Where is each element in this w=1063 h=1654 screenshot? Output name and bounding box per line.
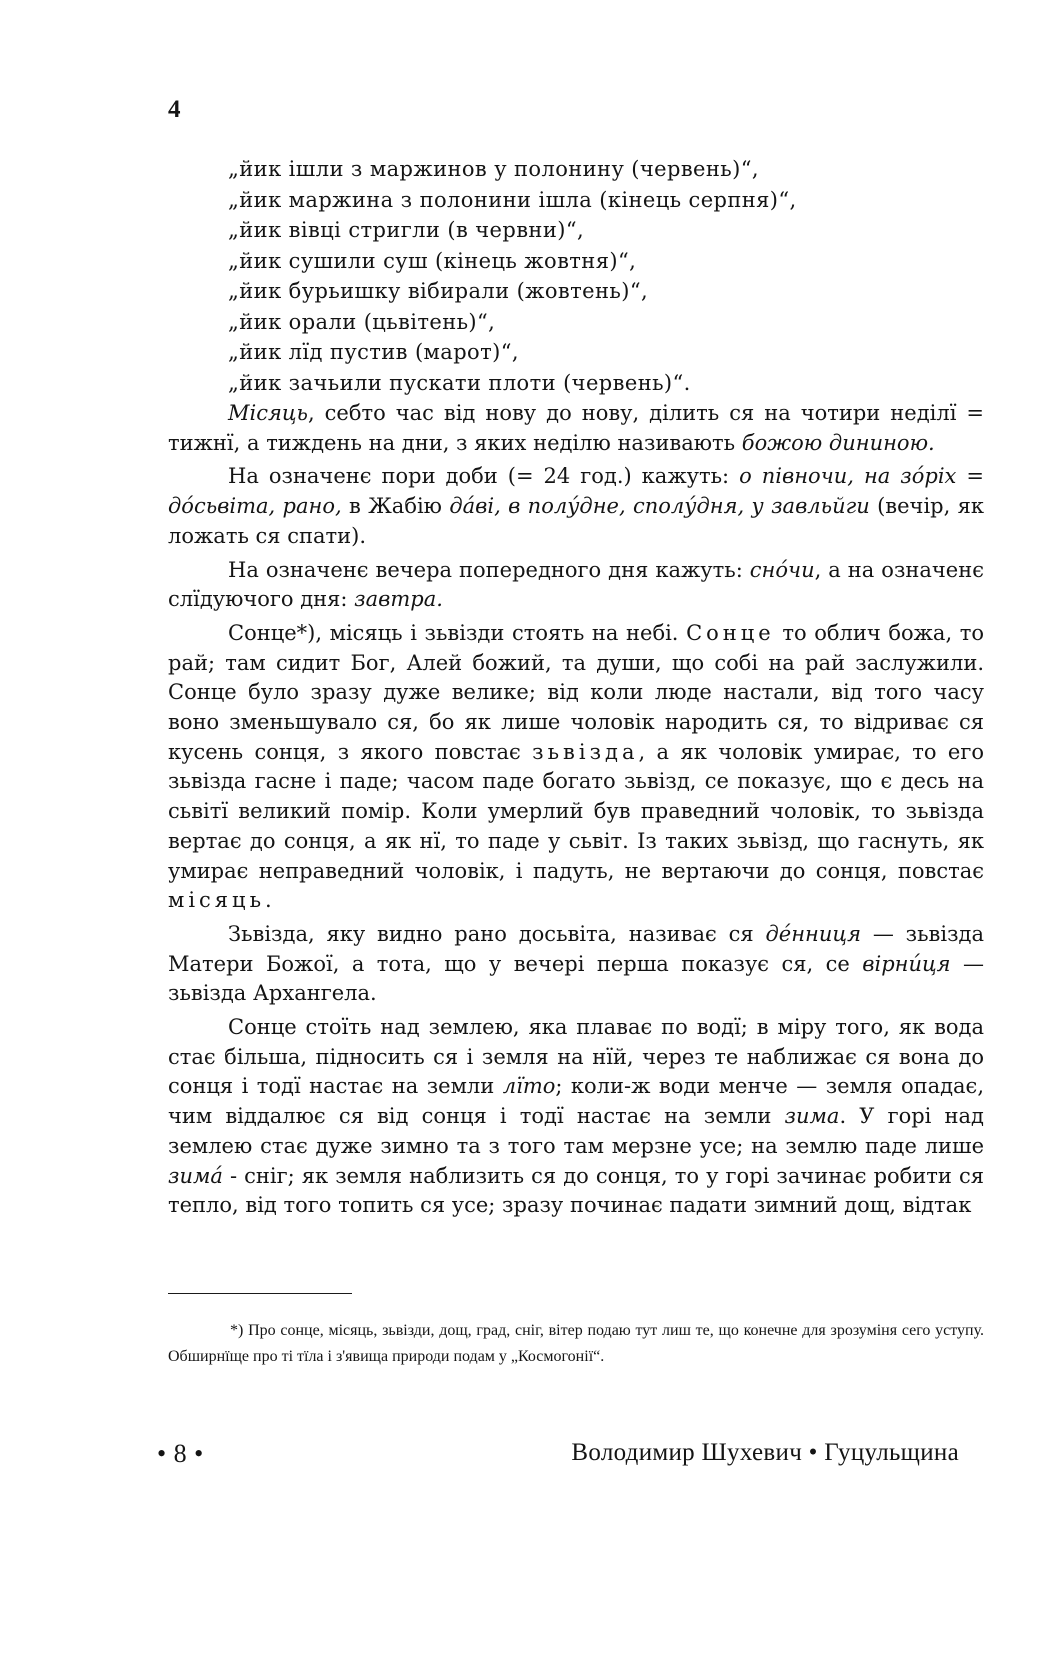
text-span: , а на означенє слїдуючого дня: xyxy=(168,557,984,612)
text-span: , а як чоловік умирає, то его зьвізда гасне і паде; часом паде богато зьвізд, се показує, що є десь на сьвітї великий помір. Коли умерлий був праведний чоловік, то зьвізда вертає до сонця, а як нї, то паде у сьвіт. Із таких зьвізд, що гаснуть, як умирає неправедний чоловік, і падуть, не вертаючи до сонця, повстає xyxy=(168,739,985,883)
quote-line: „йик орали (цьвітень)“, xyxy=(228,309,496,334)
quote-line: „йик бурьишку вібирали (жовтень)“, xyxy=(228,279,649,303)
text-span: На означенє пори доби (= 24 год.) кажуть: xyxy=(228,464,740,489)
term-italic: зима́ xyxy=(168,1163,223,1188)
term-italic: Місяць xyxy=(228,401,308,425)
term-italic: завтра. xyxy=(354,587,443,612)
quote-line: „йик ішли з маржинов у полонину (червень)“, xyxy=(228,157,759,181)
text-span: — зьвізда Матери Божої, а тота, що у вечері перша показує ся, се xyxy=(168,921,984,976)
term-spaced: зьвізда xyxy=(532,739,639,764)
term-italic: зима xyxy=(784,1104,840,1129)
text-span: то облич божа, то рай; там сидит Бог, Алей божий, та души, що собі на рай заслужили. Сонце було зразу дуже велике; від коли люде настали, від того часу воно зменьшувало ся, бо як лише чоловік народить ся, то відриває ся кусень сонця, з якого повстає xyxy=(168,620,984,764)
paragraph-earth xyxy=(168,1013,984,1221)
text-span: Зьвізда, яку видно рано досьвіта, називає ся xyxy=(228,921,766,946)
text-span: , себто час від нову до нову, ділить ся на чотири неділї = тижнї, а тиждень на дни, з яких неділю називають xyxy=(168,401,984,455)
text-span: На означенє вечера попередного дня кажуть: xyxy=(228,557,750,582)
text-span: (вечір, як ложать ся спати). xyxy=(168,494,985,548)
term-italic: вірни́ця xyxy=(862,951,951,976)
text-span: в Жабію xyxy=(341,494,450,519)
text-span: — зьвізда Архангела. xyxy=(168,951,984,1006)
text-span: - сніг; як земля наблизить ся до сонця, то у горі зачинає робити ся тепло, від того топить ся усе; зразу починає падати зимний дощ, відтак xyxy=(168,1163,984,1218)
term-italic: де́нниця xyxy=(765,921,861,946)
paragraph-sun xyxy=(168,619,984,916)
text-span: Сонце стоїть над землею, яка плаває по водї; в міру того, як вода стає більша, підносить ся і земля на нїй, через те наближає ся вона до сонця і тодї настає на земли xyxy=(168,1015,984,1099)
paragraph-month xyxy=(168,399,984,458)
footnote-divider xyxy=(168,1293,352,1294)
quote-line: „йик лїд пустив (марот)“, xyxy=(228,340,519,364)
text-span: . У горі над землею стає дуже зимно та з того там мерзне усе; на землю паде лише xyxy=(168,1104,984,1158)
quote-line: „йик зачьили пускати плоти (червень)“. xyxy=(228,370,691,395)
quote-line: „йик сушили суш (кінець жовтня)“, xyxy=(228,248,637,273)
paragraph-stars xyxy=(168,920,984,1009)
quote-list xyxy=(228,154,797,398)
paragraph-evening xyxy=(168,556,984,615)
paragraph-times-of-day xyxy=(168,462,984,551)
term-italic: божою дининою. xyxy=(741,430,935,455)
folio-number: • 8 • xyxy=(157,1439,204,1468)
running-title: Володимир Шухевич • Гуцульщина xyxy=(571,1439,959,1466)
term-italic: да́ві, в полу́дне, сполу́дня, у завльйги xyxy=(449,494,870,519)
term-spaced: Сонце xyxy=(686,620,775,645)
term-italic: о півночи, на зо́ріх = до́сьвіта, рано, xyxy=(168,464,984,519)
page-number: 4 xyxy=(168,96,181,123)
quote-line: „йик вівці стригли (в червни)“, xyxy=(228,218,585,242)
quote-line: „йик маржина з полонини ішла (кінець серпня)“, xyxy=(228,187,797,212)
term-italic: лїто xyxy=(502,1074,556,1099)
text-span: Сонце*), місяць і зьвізди стоять на небі. xyxy=(228,620,687,645)
term-italic: сно́чи xyxy=(749,557,815,582)
term-spaced: місяць xyxy=(168,888,265,913)
footnote: *) Про сонце, місяць, зьвізди, дощ, град, сніг, вітер подаю тут лиш те, що конечне для зрозуміня сего уступу. Обширнїще про ті тїла і з'явища природи подам у „Космогонії“. xyxy=(168,1322,984,1365)
text-span: ; коли-ж води менче — земля опадає, чим віддалює ся від сонця і тодї настає на земли xyxy=(168,1074,984,1129)
body-text xyxy=(168,399,984,1221)
text-span: . xyxy=(265,888,272,913)
